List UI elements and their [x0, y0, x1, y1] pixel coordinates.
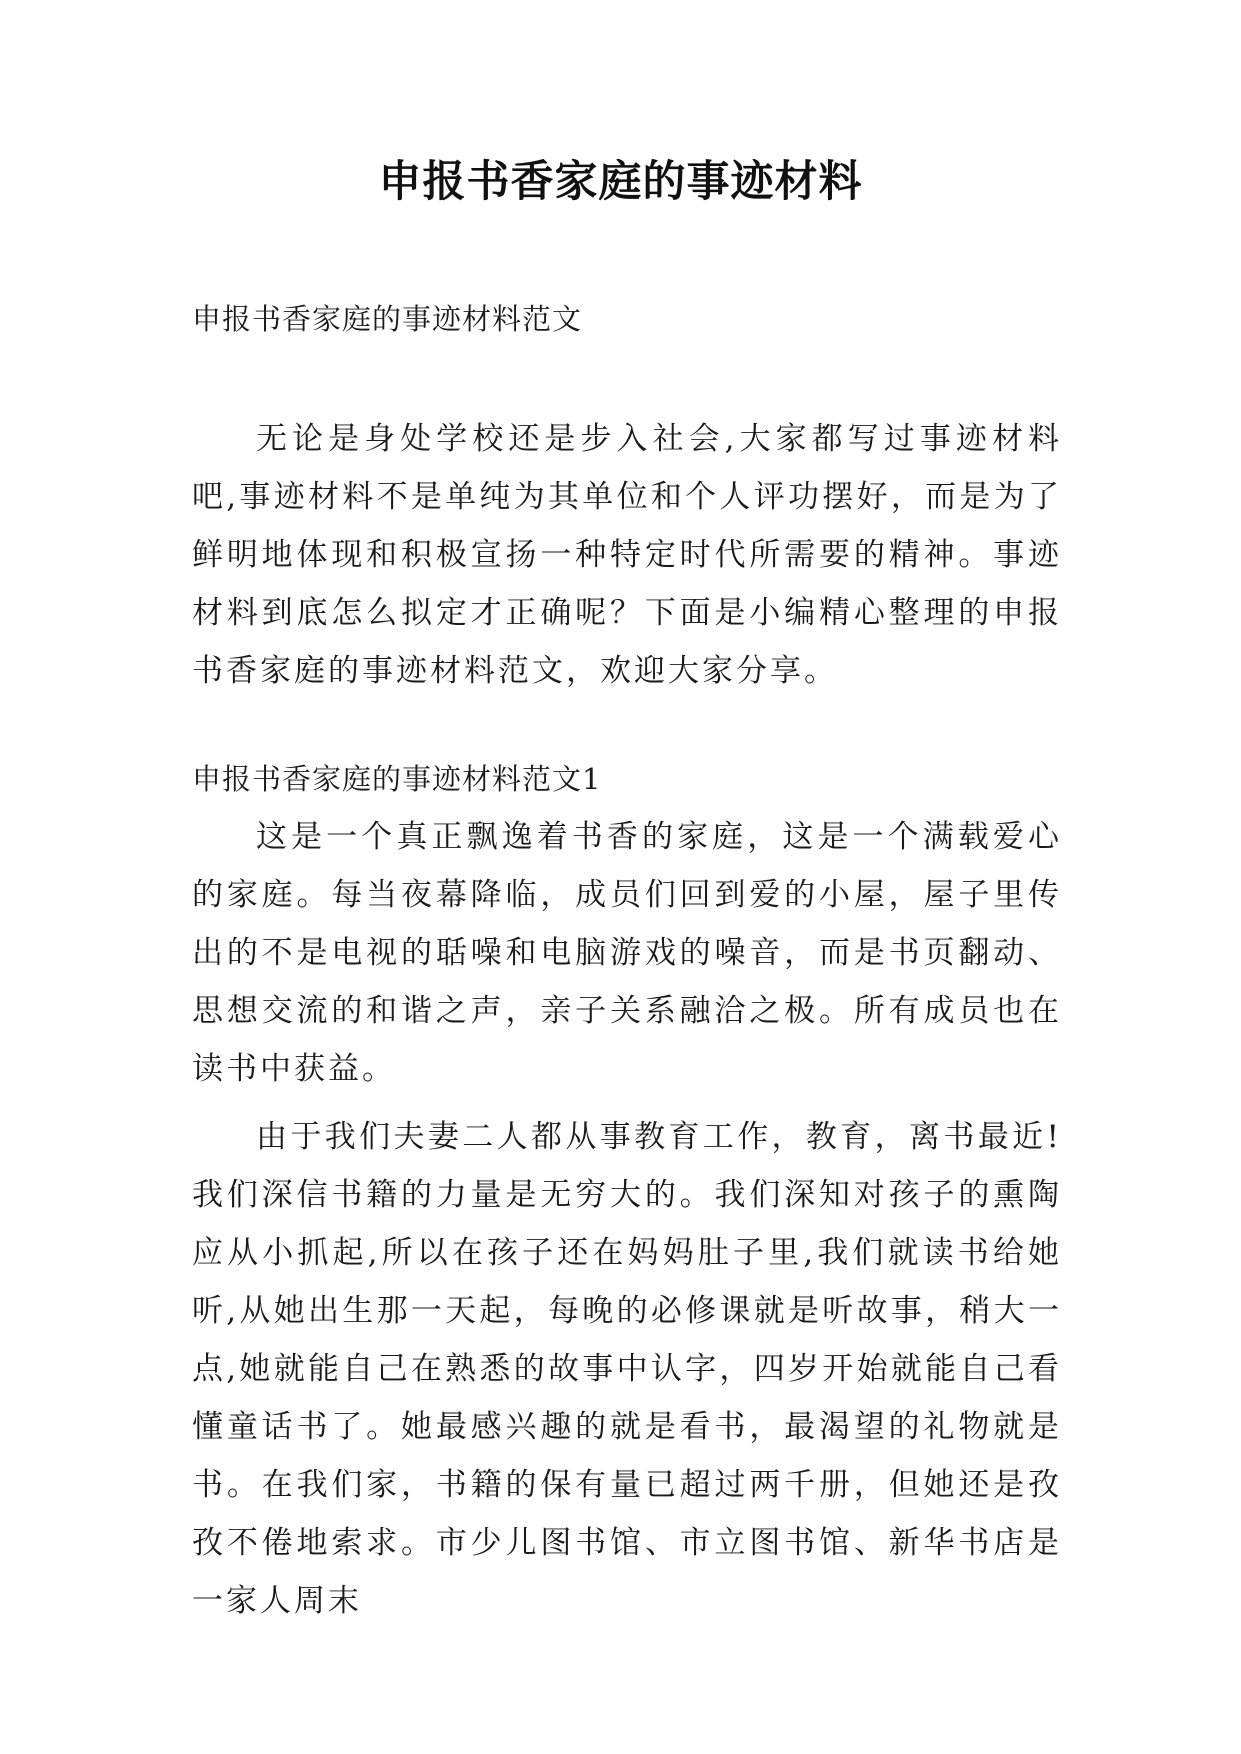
document-title: 申报书香家庭的事迹材料	[378, 157, 863, 207]
document-subtitle: 申报书香家庭的事迹材料范文	[192, 302, 583, 336]
section-heading: 申报书香家庭的事迹材料范文1	[192, 762, 602, 796]
body-paragraph-2: 由于我们夫妻二人都从事教育工作，教育，离书最近!我们深信书籍的力量是无穷大的。我们深知对孩子的熏陶应从小抓起,所以在孩子还在妈妈肚子里,我们就读书给她听,从她出生那一天起，每晚的必修课就是听故事，稍大一点,她就能自己在熟悉的故事中认字，四岁开始就能自己看懂童话书了。她最感兴趣的就是看书，最渴望的礼物就是书。在我们家，书籍的保有量已超过两千册，但她还是孜孜不倦地索求。市少儿图书馆、市立图书馆、新华书店是一家人周末	[192, 1119, 1062, 1619]
body-paragraph-1: 这是一个真正飘逸着书香的家庭，这是一个满载爱心的家庭。每当夜幕降临，成员们回到爱的小屋，屋子里传出的不是电视的聒噪和电脑游戏的噪音，而是书页翻动、思想交流的和谐之声，亲子关系融洽之极。所有成员也在读书中获益。	[192, 819, 1062, 1087]
intro-paragraph: 无论是身处学校还是步入社会,大家都写过事迹材料吧,事迹材料不是单纯为其单位和个人评功摆好，而是为了鲜明地体现和积极宣扬一种特定时代所需要的精神。事迹材料到底怎么拟定才正确呢？下面是小编精心整理的申报书香家庭的事迹材料范文，欢迎大家分享。	[192, 421, 1062, 689]
